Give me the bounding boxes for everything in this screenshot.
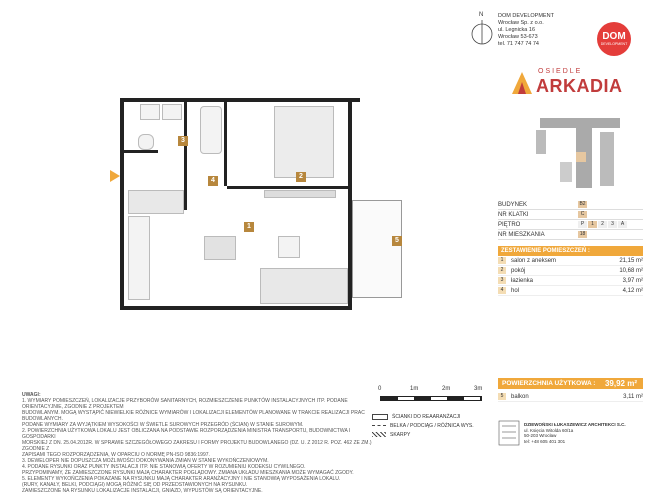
project-title-small: OSIEDLE [538, 68, 583, 75]
architect-block [498, 420, 643, 450]
pietro-option: P [578, 221, 587, 228]
notes-line: PODANE WYMIARY ZA WYJĄTKIEM WYSOKOŚCI W ŚWIETLE SUROWYCH PRZEGRÓD (ŚCIAN) W STANIE SUROWYM. [22, 422, 304, 428]
spec-row [498, 276, 643, 286]
project-title-big: ARKADIA [536, 76, 623, 96]
notes-line: 3. DEWELOPER NIE DOPUSZCZA MOŻLIWOŚCI DOKONYWANIA ZMIAN W STANIE WYKOŃCZENIOWYM. [22, 458, 269, 464]
info-row-klatka [498, 210, 643, 220]
balcony-row [498, 392, 643, 402]
notes-line: 2. POWIERZCHNIA UŻYTKOWA LOKALU JEST OBLICZANA NA PODSTAWIE ROZPORZĄDZENIA MINISTRA TRANSPORTU, BUDOWNICTWA I GOSPODARKI [22, 428, 351, 440]
spec-row [498, 286, 643, 296]
spec-name: hol [511, 287, 520, 294]
klatka-value: C [578, 211, 587, 218]
legend-item [372, 430, 497, 439]
toilet [138, 134, 154, 150]
bathtub [200, 106, 222, 154]
company-line: ul. Legnicka 16 [498, 27, 535, 33]
notes-line: 4. PODANE RYSUNKI ORAZ PUNKTY INSTALACJI ITP. NIE STANOWIĄ OFERTY W ROZUMIENIU KODEKSU CYWILNEGO. [22, 464, 306, 470]
notes-title: UWAGI: [22, 392, 41, 398]
legend-label: SKARPY [390, 431, 411, 438]
info-row-pietro [498, 220, 643, 230]
architect-logo-icon [498, 420, 520, 446]
notes-line: 5. ELEMENTY WYKOŃCZENIA POKAZANE NA RYSUNKU MAJĄ CHARAKTER ARANŻACYJNY I NIE STANOWIĄ WYPOSAŻENIA LOKALU. [22, 476, 341, 482]
room-label-4: 4 [208, 176, 218, 186]
spec-num: 3 [498, 277, 506, 284]
room-label-3: 3 [178, 136, 188, 146]
mieszkania-label: NR MIESZKANIA [498, 231, 545, 238]
entrance-arrow-icon [110, 170, 120, 182]
sofa [260, 268, 348, 304]
budynek-label: BUDYNEK [498, 201, 528, 208]
dining-table [204, 236, 236, 260]
spec-num: 1 [498, 257, 506, 264]
balcony-area: 3,11 m² [623, 393, 643, 400]
site-key-plan [530, 112, 630, 194]
spec-name: pokój [511, 267, 526, 274]
spec-row [498, 256, 643, 266]
architect-line: ul. Księcia Witolda 60/1a [524, 427, 574, 433]
scale-bar [370, 386, 500, 406]
company-line: Wrocław Sp. z o.o. [498, 20, 544, 26]
balcony-area [352, 200, 402, 298]
legend-label: ŚCIANKI DO REAARANŻACJI [392, 413, 461, 420]
scale-tick-label: 0 [378, 386, 382, 392]
notes-line: MORSKIEJ Z DN. 25.04.2012R. W SPRAWIE SZCZEGÓŁOWEGO ZAKRESU I FORMY PROJEKTU BUDOWLANEGO (DZ. U. Z 2012 R. POZ. 462 ZE ZM.) ZGODNIE Z [22, 440, 372, 452]
company-name: DOM DEVELOPMENT [498, 13, 554, 19]
room-label-1: 1 [244, 222, 254, 232]
spec-row [498, 266, 643, 276]
company-line: Wrocław 53-673 [498, 34, 538, 40]
scale-tick-label: 3m [474, 386, 483, 392]
pietro-option: 2 [598, 221, 607, 228]
notes-line: (RURY, KANAŁY, BELKI, PODCIĄGI) MOGĄ RÓŻNIĆ SIĘ OD PRZEDSTAWIONYCH NA RYSUNKU. [22, 482, 248, 488]
compass [470, 10, 494, 50]
notes-line: PRZYPOMINAMY, ŻE ZAMIESZCZONE RYSUNKI MAJĄ CHARAKTER POGLĄDOWY. ZMIANA UKŁADU MIESZKANIA MOŻE WYMAGAĆ ZGODY. [22, 470, 354, 476]
info-table [498, 200, 643, 296]
spec-area: 4,12 m² [622, 287, 643, 294]
spec-num: 2 [498, 267, 506, 274]
notes [22, 392, 372, 494]
legend-label: BELKA / PODCIĄG / RÓŻNICA WYS. [390, 422, 474, 429]
spec-header: ZESTAWIENIE POMIESZCZEŃ : [498, 246, 643, 256]
mieszkania-value: 18 [579, 231, 586, 237]
project-logo [510, 68, 645, 98]
spec-name: łazienka [511, 277, 534, 284]
dom-logo [597, 22, 631, 56]
scale-tick-label: 1m [410, 386, 419, 392]
notes-line: 1. WYMIARY POMIESZCZEŃ, LOKALIZACJE PRZYBORÓW SANITARNYCH, ROZMIESZCZENIE PUNKTÓW INSTALACYJNYCH ITP. PODANE ORIENTACYJNIE, ZGODNIE Z PROJEKTEM [22, 398, 348, 410]
spec-num: 4 [498, 287, 506, 294]
klatka-label: NR KLATKI [498, 211, 529, 218]
washer [162, 104, 182, 120]
budynek-value: B2 [579, 201, 586, 207]
arkadia-icon [510, 70, 534, 96]
legend-item [372, 421, 497, 430]
info-row-budynek [498, 200, 643, 210]
balcony-name: balkon [511, 393, 529, 400]
room-label-2: 2 [296, 172, 306, 182]
legend [372, 412, 497, 439]
logo-sub: DEVELOPMENT [600, 42, 628, 46]
spec-area: 3,97 m² [622, 277, 643, 284]
wardrobe [128, 190, 184, 214]
notes-line: BUDOWLANYM. MOGĄ WYSTĄPIĆ NIEWIELKIE RÓŻNICE WYMIARÓW I LOKALIZACJI ELEMENTÓW PLANOWANE W TRAKCIE REALIZACJI PRAC BUDOWLANYCH. [22, 410, 365, 422]
info-row-mieszkania [498, 230, 643, 240]
total-label: POWIERZCHNIA UŻYTKOWA : [502, 380, 596, 387]
total-value: 39,92 m² [604, 379, 637, 388]
legend-item [372, 412, 497, 421]
architect-line: 50-203 Wrocław [524, 433, 557, 438]
pietro-option-selected: 1 [588, 221, 597, 228]
total-area-bar [498, 378, 643, 389]
balcony-num: 5 [498, 393, 506, 400]
notes-line: ZAMIESZCZONE NA RYSUNKU LOKALIZACJE INSTALACJI, GNIAZD, WYPUSTÓW SĄ ORIENTACYJNE. [22, 488, 263, 494]
room-label-5: 5 [392, 236, 402, 246]
spec-area: 10,68 m² [619, 267, 643, 274]
bed [274, 106, 334, 178]
shelf [264, 190, 336, 198]
compass-label: N [479, 12, 484, 18]
notes-line: ZAPISAMI TEGO ROZPORZĄDZENIA, W OPARCIU O NORMĘ PN-ISO 9836:1997. [22, 452, 210, 458]
company-block [498, 13, 598, 48]
spec-area: 21,15 m² [619, 257, 643, 264]
architect-name: DZIEWOŃSKI ŁUKASZEWICZ ARCHITEKCI S.C. [524, 422, 626, 427]
spec-name: salon z aneksem [511, 257, 557, 264]
architect-line: tel: +48 605 401 301 [524, 438, 566, 444]
sink [140, 104, 160, 120]
floor-plan [100, 90, 400, 310]
kitchen-counter [128, 216, 150, 300]
pietro-option: A [618, 221, 627, 228]
pietro-option: 3 [608, 221, 617, 228]
tv-unit [278, 236, 300, 258]
logo-text: DOM [602, 31, 626, 42]
pietro-label: PIĘTRO [498, 221, 521, 228]
company-line: tel. 71 747 74 74 [498, 41, 539, 47]
scale-tick-label: 2m [442, 386, 451, 392]
